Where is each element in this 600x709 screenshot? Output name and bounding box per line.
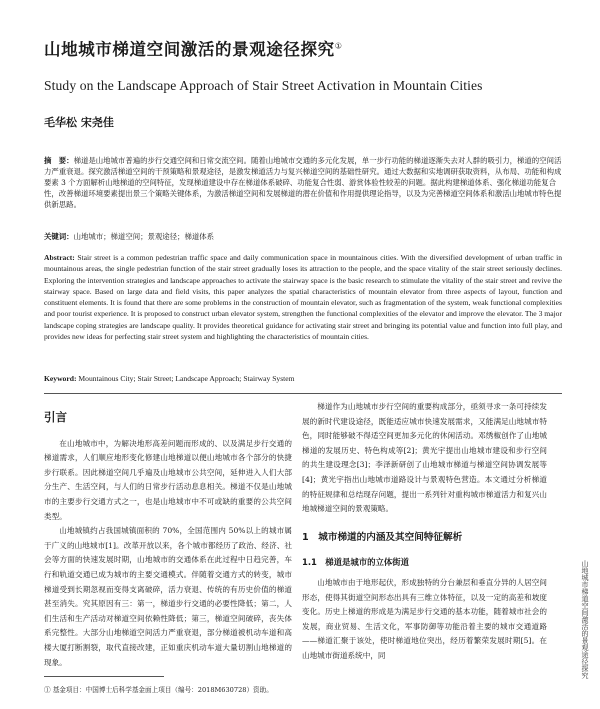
body-paragraph: 山地城镇约占我国城镇面积的 70%，全国范围内 50%以上的城市属于广义的山地城市[1]。改革开放以来，各个城市都经历了政治、经济、社会等方面的快速发展时期，山地城市的交通体系在此过程中日趋完善，车行和轨道交通已成为城市的主要交通模式。伴随着交通方式的转变，城市梯道受到长期忽视而变得支离破碎，活力衰退、传统的有历史价值的梯道甚至消失。究其原因有三：第一，梯道步行交通的必要性降低；第二，人们生活和生产活动对梯道空间依赖性降低；第三，梯道空间破碎，丧失体系完整性。大部分山地梯道空间活力严重衰退，部分梯道被机动车道和高楼大厦打断割裂，取代直接改建，正如重庆机动车道大量切割山地梯道的现象。 — [44, 526, 292, 667]
side-running-title: 山地城市梯道空间激活的景观途径探究 — [581, 560, 589, 679]
keywords-en — [44, 373, 562, 384]
keywords-en-text: Mountainous City; Stair Street; Landscape Approach; Stairway System — [78, 374, 295, 383]
divider — [44, 393, 562, 394]
abstract-cn-text: 梯道是山地城市普遍的步行交通空间和日常交流空间。随着山地城市交通的多元化发展，单一步行功能的梯道逐渐失去对人群的吸引力，梯道的空间活力严重衰退。探究激活梯道空间的干预策略和景观途径，是激发梯道活力与复兴梯道空间的基础性研究。通过大数据和实地调研获取资料，从布局、功能和构成要素 3 个方面解析山地梯道的空间特征，发现梯道建设中存在梯道体系破碎、功能复合性弱、游赏体验性较差的问题。据此构建梯道体系、强化梯道功能复合性，改善梯道环境要素提出景三个策略关键体系，为激活梯道空间和发展梯道的潜在价值和作用提供理论指导，以及为完善梯道空间体系和激活山地城市特色提供新思路。 — [44, 156, 562, 209]
title-footnote-marker: ① — [334, 41, 343, 51]
abstract-cn — [44, 155, 562, 210]
body-paragraph: 山地城市由于地形起伏，形成独特的分台兼层和垂直分异的人居空间形态，使得其街道空间形态出具有三维立体特征，以及一定的高差和坡度变化。历史上梯道的形成是为满足步行交通的基本功能，随着城市社会的发展，商业贸易、生活文化，军事防御等功能沿着主要的城市交通道路——梯道汇聚于该处，使时梯道地位突出，经历着繁荣发展时期[5]。在山地城市街道系统中，同 — [302, 577, 547, 660]
subsection-heading: 1.1 梯道是城市的立体街道 — [302, 557, 409, 568]
title-cn-text: 山地城市梯道空间激活的景观途径探究 — [44, 40, 335, 59]
paper-title-cn — [44, 36, 342, 60]
keywords-cn — [44, 231, 562, 242]
keywords-en-label: Keyword: — [44, 374, 77, 383]
abstract-en — [44, 252, 562, 342]
abstract-en-label: Abstract: — [44, 253, 75, 262]
abstract-cn-label: 摘 要： — [44, 156, 74, 165]
keywords-cn-label: 关键词： — [44, 232, 74, 241]
body-paragraph: 在山地城市中，为解决地形高差问题而形成的、以及满足步行交通的梯道需求，人们顺应地形变化修建山地梯道以便山地城市各个部分的快捷步行联系。因此梯道空间几乎遍及山地城市公共空间，延伸进入人们大部分生产、生活空间，与人们的日常步行活动息息相关。梯道不仅是山地城市的主要步行交通方式之一，也是山地城市中不可或缺的重要的公共空间类型。 — [44, 438, 292, 521]
keywords-cn-text: 山地城市；梯道空间；景观途径；梯道体系 — [73, 232, 215, 241]
body-column-left — [44, 400, 292, 670]
authors: 毛华松 宋尧佳 — [44, 116, 114, 129]
footnote-divider — [44, 676, 164, 677]
abstract-en-text: Stair street is a common pedestrian traffic space and daily communication space in mountainous cities. With the diversified development of urban traffic in mountainous areas, the single pedestrian function of the stair street gradually loses its attraction to the people, and the space vitality of the stair street seriously declines. Exploring the intervention strategies and landscape approaches to activate the stairway space is the basic research to stimulate the vitality of the stair street and revive the stairway space. Based on large data and field visits, this paper analyzes the spatial characteristics of mountain elevator from three aspects of layout, function and constituent elements. It is found that there are some problems in the construction of mountain elevator, such as fragmentation of the system, weak functional complexities and poor tourist experience. It is proposed to construct urban elevator system, strengthen the functional complexities of the elevator and improve the elevator. The 3 major landscape coping strategies are landscape quality. It provides theoretical guidance for activating stair street and bringing its potential value and function into full play, and provides new ideas for perfecting stair street system and highlighting the characteristics of mountain cities. — [44, 253, 562, 342]
intro-heading: 引言 — [44, 410, 67, 424]
footnote: ① 基金项目：中国博士后科学基金面上项目（编号：2018M630728）资助。 — [44, 686, 273, 694]
paper-title-en: Study on the Landscape Approach of Stair Street Activation in Mountain Cities — [44, 78, 483, 93]
section-heading: 1 城市梯道的内涵及其空间特征解析 — [302, 531, 463, 543]
body-column-right — [302, 400, 547, 664]
body-paragraph: 梯道作为山地城市步行空间的重要构成部分，亟须寻求一条可持续发展的新时代建设途径，既能适应城市快速发展需求，又能满足山地城市特色，同时能够破不得适空间更加多元化的休闲活动。邓绣椒创作了山地城梯道的发展历史、特色构成等[2]；黄光宇提出山地城市建设和步行空间的共生建设理念[3]；李泽新研创了山地城市梯道与梯道空间协调发展等[4]；黄光宇指出山地城市道路设计与景观特色营造。本文通过分析梯道的特征规律和总结现存问题，提出一系列针对重构城市梯道活力和复兴山地城梯道空间的景观策略。 — [302, 402, 547, 514]
